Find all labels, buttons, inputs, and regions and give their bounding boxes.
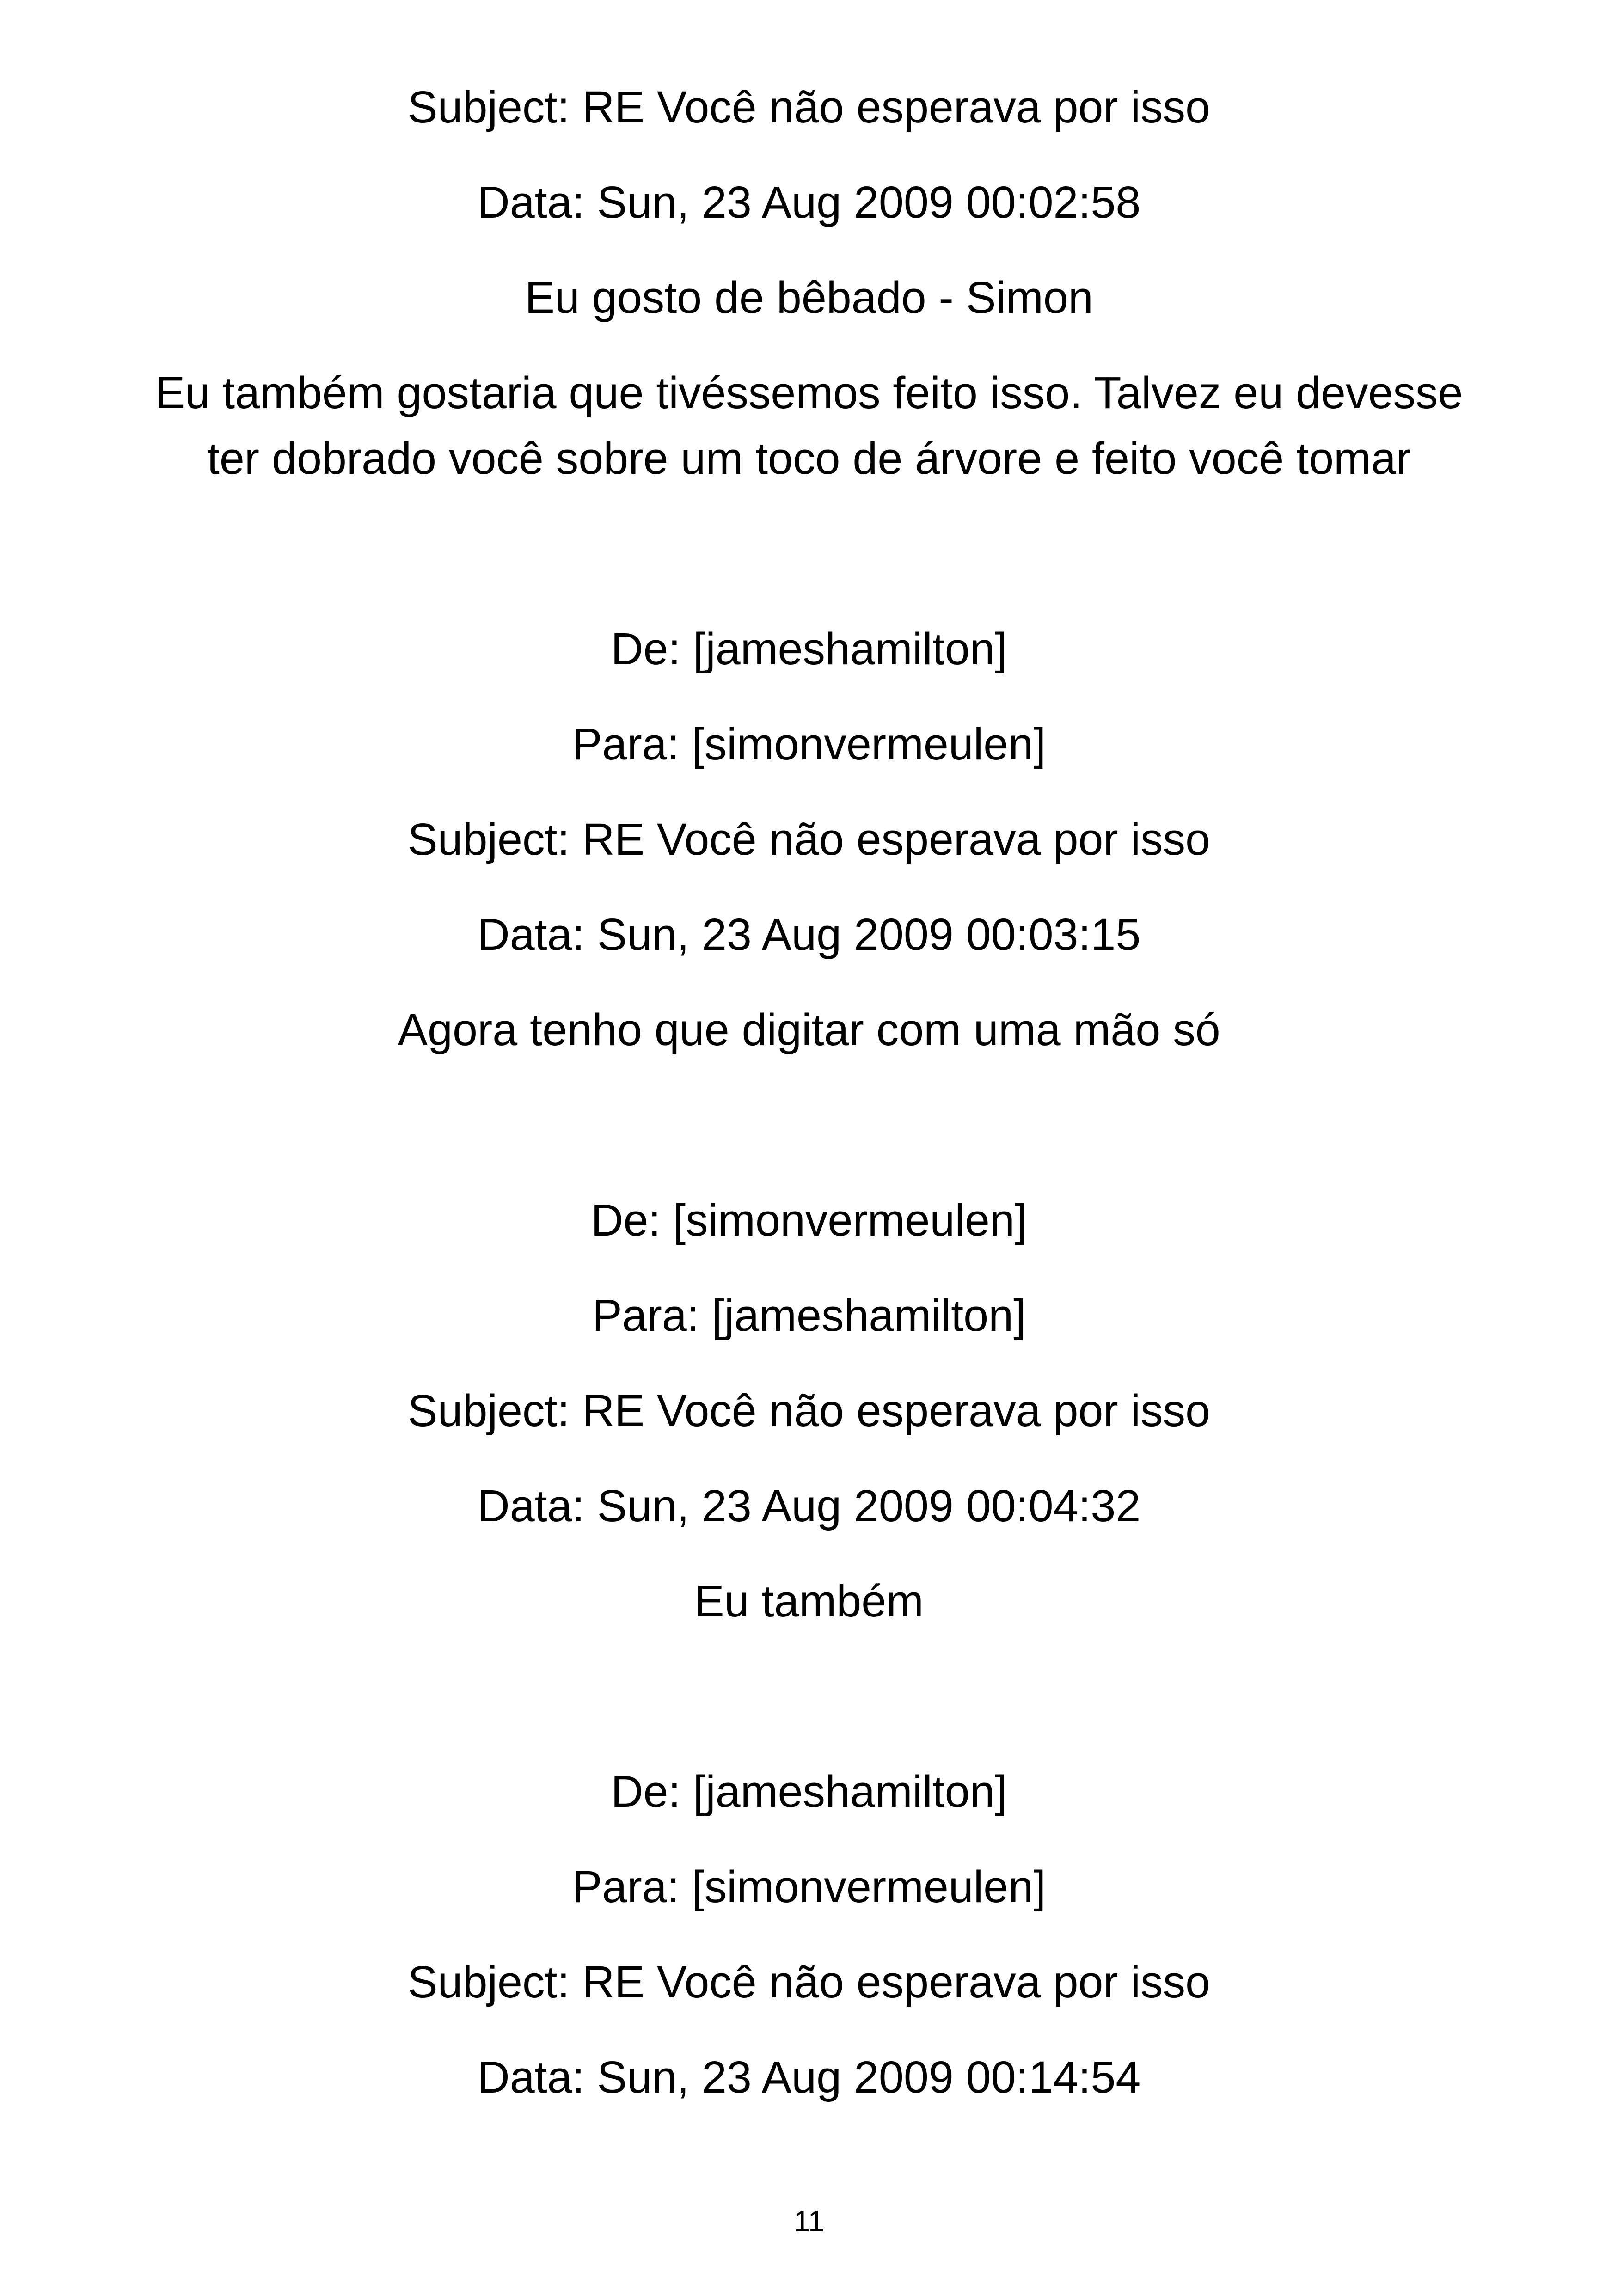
email-body-line: Eu gosto de bêbado - Simon	[525, 272, 1093, 323]
email-body-line: Eu também	[694, 1576, 924, 1626]
email-body-line: Agora tenho que digitar com uma mão só	[398, 1004, 1220, 1055]
email-from: De: [simonvermeulen]	[591, 1195, 1027, 1245]
email-date: Data: Sun, 23 Aug 2009 00:04:32	[477, 1481, 1141, 1531]
email-subject: Subject: RE Você não esperava por isso	[407, 814, 1211, 864]
email-body-line: Eu também gostaria que tivéssemos feito isso. Talvez eu devesse	[155, 367, 1463, 418]
email-subject: Subject: RE Você não esperava por isso	[407, 1385, 1211, 1436]
email-to: Para: [jameshamilton]	[592, 1290, 1026, 1341]
email-to: Para: [simonvermeulen]	[572, 719, 1046, 769]
page-number: 11	[793, 2204, 825, 2238]
email-subject: Subject: RE Você não esperava por isso	[407, 1957, 1211, 2007]
email-subject: Subject: RE Você não esperava por isso	[407, 82, 1211, 132]
email-date: Data: Sun, 23 Aug 2009 00:14:54	[477, 2052, 1141, 2102]
email-from: De: [jameshamilton]	[611, 1766, 1007, 1817]
email-date: Data: Sun, 23 Aug 2009 00:03:15	[477, 909, 1141, 960]
email-to: Para: [simonvermeulen]	[572, 1861, 1046, 1912]
email-body-line: ter dobrado você sobre um toco de árvore e feito você tomar	[207, 433, 1411, 484]
email-date: Data: Sun, 23 Aug 2009 00:02:58	[477, 177, 1141, 227]
email-from: De: [jameshamilton]	[611, 624, 1007, 674]
